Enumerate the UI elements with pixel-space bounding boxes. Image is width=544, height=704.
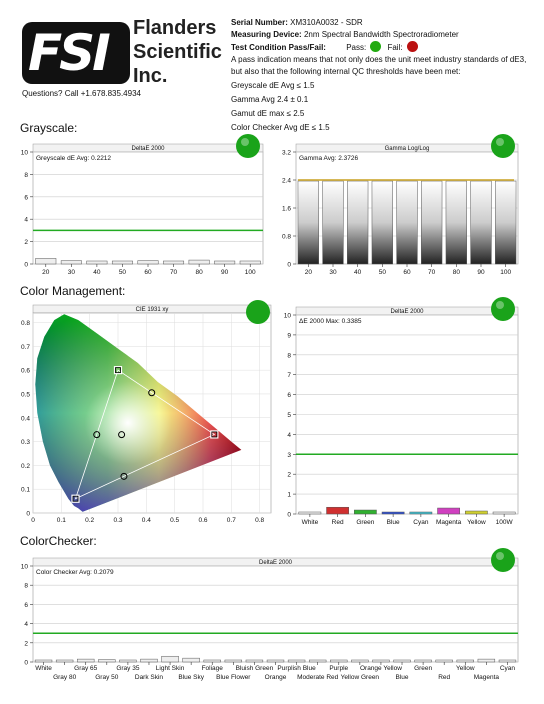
cm-de-bar [382, 512, 404, 514]
cm-de-ytick-label: 8 [287, 352, 291, 360]
cm-de-bar [327, 507, 349, 514]
gs-de-xtick-label: 80 [195, 269, 203, 276]
cc-de-ytick-label: 6 [24, 601, 28, 609]
cm-de-ytick-label: 10 [283, 312, 291, 320]
cc-de-ytick-label: 10 [20, 563, 28, 571]
cc-de-bar [204, 660, 221, 662]
gs-de-ytick-label: 6 [24, 194, 28, 202]
cie-ytick-label: 0.5 [20, 391, 30, 399]
gs-de-bar [240, 261, 260, 264]
fail-label: Fail: [387, 43, 403, 52]
cie-ytick-label: 0.4 [20, 415, 30, 423]
cc-de-bar [183, 658, 200, 662]
cm-de-pass-icon-shine [496, 301, 504, 309]
cc-de-xtick-label: Bluish Green [235, 665, 274, 672]
cm-de-ytick-label: 2 [287, 471, 291, 479]
cm-de-ytick-label: 9 [287, 332, 291, 340]
gs-de-xtick-label: 20 [42, 269, 50, 276]
gs-de-bar [61, 261, 81, 264]
gs-de-ytick-label: 8 [24, 171, 28, 179]
cc-de-bar [246, 660, 263, 662]
cc-de-pass-icon [491, 548, 515, 572]
cm-de-annotation: ΔE 2000 Max: 0.3385 [299, 318, 362, 325]
cc-de-plot-area [33, 566, 518, 662]
cc-de-bar [141, 659, 158, 662]
gs-de-xtick-label: 40 [93, 269, 101, 276]
cie-xtick-label: 0.8 [255, 517, 265, 524]
cc-de-xtick-label: Purplish Blue [277, 665, 316, 672]
cm-de-bar [410, 512, 432, 514]
gs-de-pass-icon-shine [241, 138, 249, 146]
gamma-xtick-label: 50 [378, 269, 386, 276]
cm-de-xtick-label: Magenta [435, 519, 462, 526]
gamma-bar [495, 181, 516, 264]
cc-de-ytick-label: 0 [24, 659, 28, 667]
cm-de-xtick-label: Yellow [467, 519, 486, 526]
cc-de-bar [77, 659, 94, 662]
gamma-xtick-label: 100 [500, 269, 512, 276]
cm-de-title: DeltaE 2000 [390, 309, 424, 315]
cc-de-bar [309, 660, 326, 662]
serial-number: XM310A0032 - SDR [290, 18, 363, 27]
gamma-pass-icon [491, 134, 515, 158]
cm-de-ytick-label: 6 [287, 392, 291, 400]
cc-de-bar [56, 660, 73, 662]
cie-ytick-label: 0.3 [20, 439, 30, 447]
gs-de-bar [189, 260, 209, 264]
cc-de-bar [394, 660, 411, 662]
cc-de-bar [351, 660, 368, 662]
cc-de-bar [436, 660, 453, 662]
cm-de-xtick-label: Green [356, 519, 375, 526]
gs-de-ytick-label: 10 [20, 149, 28, 157]
cm-de-bar [493, 512, 515, 514]
cie-xtick-label: 0.5 [170, 517, 180, 524]
cie-xtick-label: 0.2 [85, 517, 95, 524]
cc-de-xtick-label: Gray 65 [74, 665, 98, 672]
cc-de-bar [499, 660, 516, 662]
cm-de-pass-icon [491, 297, 515, 321]
cm-de-bar [465, 511, 487, 514]
cc-de-bar [35, 660, 52, 662]
cc-de-title: DeltaE 2000 [258, 560, 293, 566]
cc-de-bar [457, 660, 474, 662]
cc-de-xtick-label: Moderate Red [297, 674, 339, 681]
cm-de-xtick-label: White [301, 519, 319, 526]
brand-line-1: Flanders [133, 17, 217, 39]
cc-de-xtick-label: Light Skin [155, 665, 185, 672]
gs-de-bar [163, 261, 183, 264]
threshold-colorchecker: Color Checker Avg dE ≤ 1.5 [231, 123, 330, 132]
threshold-gamut: Gamut dE max ≤ 2.5 [231, 109, 305, 118]
support-phone: Questions? Call +1.678.835.4934 [22, 89, 141, 98]
cm-de-ytick-label: 3 [287, 451, 291, 459]
cc-de-pass-icon-shine [496, 552, 504, 560]
gs-de-ytick-label: 0 [24, 261, 28, 269]
cm-de-xtick-label: Cyan [413, 519, 429, 526]
cm-de-xtick-label: Blue [386, 519, 400, 526]
cie-ytick-label: 0.8 [20, 320, 30, 328]
cc-de-ytick-label: 4 [24, 621, 28, 629]
cc-de-xtick-label: Yellow Green [340, 674, 380, 681]
cie-title: CIE 1931 xy [135, 307, 169, 313]
cc-de-xtick-label: Red [438, 674, 451, 681]
cm-de-xtick-label: Red [331, 519, 344, 526]
threshold-gamma: Gamma Avg 2.4 ± 0.1 [231, 95, 309, 104]
cie-xtick-label: 0.6 [198, 517, 208, 524]
gamma-annotation: Gamma Avg: 2.3726 [299, 155, 359, 162]
cc-de-xtick-label: Yellow [456, 665, 475, 672]
cc-de-xtick-label: Magenta [473, 674, 500, 681]
gs-de-bar [214, 261, 234, 264]
section-colorchecker: ColorChecker: [20, 534, 97, 548]
gs-de-bar [138, 261, 158, 264]
cc-de-bar [330, 660, 347, 662]
cc-de-ytick-label: 8 [24, 582, 28, 590]
cie-ytick-label: 0.6 [20, 367, 30, 375]
fsi-logo-text: FSI [28, 24, 108, 82]
cie-ytick-label: 0.7 [20, 343, 30, 351]
pass-note: A pass indication means that not only does the unit meet industry standards of dE3, but also that the following internal QC thresholds have been met: [231, 55, 527, 76]
cie-xtick-label: 0.7 [226, 517, 236, 524]
pass-label: Pass: [346, 43, 367, 52]
device-name: 2nm Spectral Bandwidth Spectroradiometer [303, 30, 459, 39]
gamma-bar [421, 181, 442, 264]
gamma-xtick-label: 20 [304, 269, 312, 276]
cc-de-xtick-label: Gray 35 [116, 665, 140, 672]
gamma-ytick-label: 2.4 [281, 177, 291, 185]
cc-de-xtick-label: Dark Skin [134, 674, 164, 681]
threshold-greyscale: Greyscale dE Avg ≤ 1.5 [231, 81, 315, 90]
brand-line-2: Scientific [133, 41, 222, 63]
gs-de-xtick-label: 90 [221, 269, 229, 276]
brand-line-3: Inc. [133, 65, 168, 87]
cc-de-bar [288, 660, 305, 662]
cc-de-bar [98, 660, 115, 662]
cm-de-bar [299, 512, 321, 514]
gs-de-title: DeltaE 2000 [131, 146, 165, 152]
gs-de-annotation: Greyscale dE Avg: 0.2212 [36, 155, 112, 162]
gamma-xtick-label: 70 [428, 269, 436, 276]
cie-xtick-label: 0 [31, 517, 35, 524]
cc-de-bar [162, 656, 179, 662]
gamma-ytick-label: 1.6 [281, 205, 291, 213]
gamma-xtick-label: 90 [477, 269, 485, 276]
cc-de-bar [267, 660, 284, 662]
cc-de-bar [225, 660, 242, 662]
cc-de-xtick-label: Foliage [201, 665, 223, 672]
cm-de-ytick-label: 7 [287, 372, 291, 380]
cie-xtick-label: 0.3 [113, 517, 123, 524]
gs-de-xtick-label: 60 [144, 269, 152, 276]
section-grayscale: Grayscale: [20, 121, 78, 135]
cm-de-ytick-label: 5 [287, 412, 291, 419]
gamma-xtick-label: 40 [354, 269, 362, 276]
gamma-ytick-label: 3.2 [281, 149, 291, 157]
device-label: Measuring Device: [231, 30, 302, 39]
gs-de-xtick-label: 100 [244, 269, 256, 276]
gs-de-xtick-label: 70 [169, 269, 178, 276]
serial-label: Serial Number: [231, 18, 288, 27]
cc-de-bar [415, 660, 432, 662]
gs-de-xtick-label: 50 [118, 269, 127, 276]
cc-de-xtick-label: Blue [395, 674, 409, 681]
gs-de-bar [87, 261, 107, 264]
condition-label: Test Condition Pass/Fail: [231, 43, 326, 52]
gamma-bar [471, 181, 492, 264]
cc-de-ytick-label: 2 [24, 640, 28, 648]
cc-de-annotation: Color Checker Avg: 0.2079 [36, 569, 114, 576]
cc-de-xtick-label: Blue Sky [178, 674, 204, 681]
gamma-xtick-label: 30 [329, 269, 337, 276]
cc-de-xtick-label: Purple [329, 665, 349, 672]
cm-de-ytick-label: 4 [287, 431, 291, 439]
gamma-pass-icon-shine [496, 138, 504, 146]
cc-de-bar [478, 659, 495, 662]
cie-xtick-label: 0.4 [141, 517, 151, 524]
cie-ytick-label: 0.1 [20, 486, 30, 494]
cm-de-ytick-label: 0 [287, 511, 291, 519]
cm-de-bar [438, 508, 460, 514]
cie-ytick-label: 0 [26, 510, 30, 518]
cc-de-xtick-label: Orange Yellow [359, 665, 402, 672]
cc-de-xtick-label: Orange [264, 674, 287, 681]
cc-de-bar [119, 660, 136, 662]
gamma-bar [298, 181, 319, 264]
gamma-bar [397, 181, 418, 264]
cc-de-xtick-label: Blue Flower [216, 674, 251, 681]
cc-de-xtick-label: Gray 80 [53, 674, 77, 681]
section-color-management: Color Management: [20, 284, 126, 298]
cc-de-bar [373, 660, 390, 662]
cm-de-ytick-label: 1 [287, 491, 291, 499]
gamma-title: Gamma Log/Log [384, 146, 430, 152]
gs-de-pass-icon [236, 134, 260, 158]
gs-de-bar [112, 261, 132, 264]
cie-ytick-label: 0.2 [20, 462, 30, 470]
cc-de-xtick-label: White [35, 665, 52, 672]
gamma-ytick-label: 0 [287, 261, 291, 269]
gamma-bar [446, 181, 467, 264]
cm-de-xtick-label: 100W [495, 519, 513, 526]
gamma-xtick-label: 80 [452, 269, 460, 276]
gamma-xtick-label: 60 [403, 269, 411, 276]
gs-de-ytick-label: 4 [24, 216, 28, 224]
cc-de-xtick-label: Cyan [499, 665, 516, 672]
gamma-bar [347, 181, 368, 264]
gs-de-plot-area [33, 152, 263, 264]
cm-de-bar [354, 510, 376, 514]
gamma-ytick-label: 0.8 [281, 233, 291, 241]
gs-de-bar [36, 258, 56, 264]
cie-pass-icon [246, 300, 270, 324]
gs-de-ytick-label: 2 [24, 239, 28, 247]
gamma-bar [372, 181, 393, 264]
gs-de-xtick-label: 30 [67, 269, 75, 276]
cie-xtick-label: 0.1 [56, 517, 66, 524]
cc-de-xtick-label: Green [414, 665, 433, 672]
cc-de-xtick-label: Gray 50 [95, 674, 119, 681]
gamma-bar [323, 181, 344, 264]
